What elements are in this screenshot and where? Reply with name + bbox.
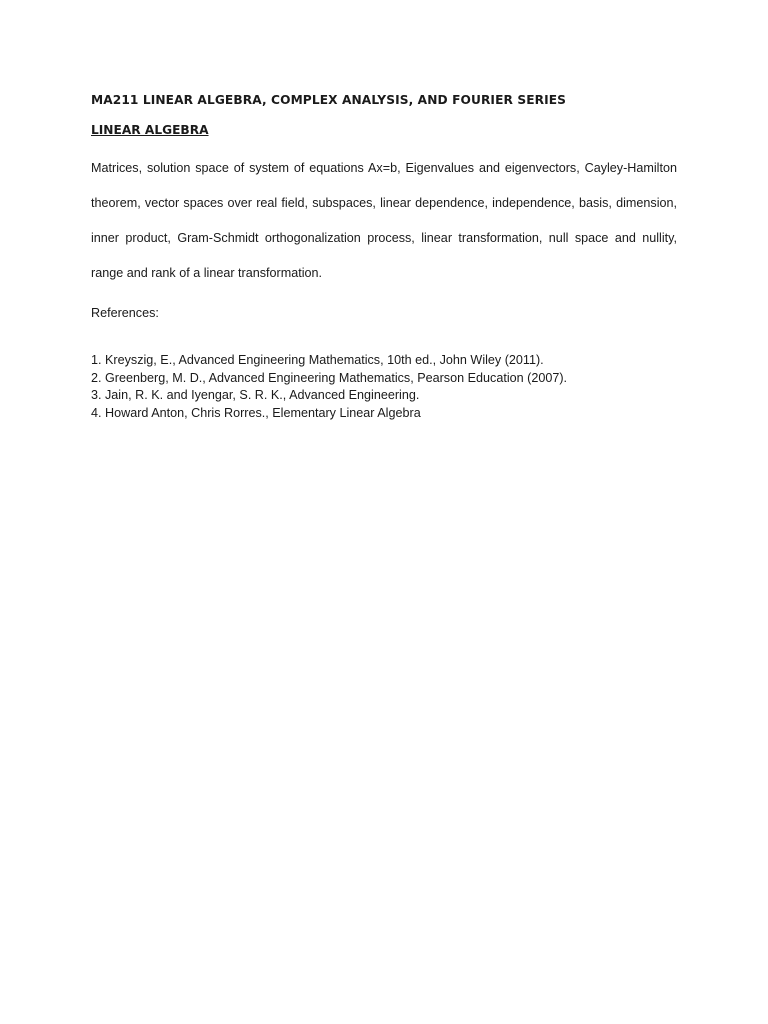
reference-item: 4. Howard Anton, Chris Rorres., Elementary Linear Algebra <box>91 406 421 421</box>
references-list <box>91 352 567 423</box>
section-heading-linear-algebra: LINEAR ALGEBRA <box>91 123 209 137</box>
reference-item: 1. Kreyszig, E., Advanced Engineering Mathematics, 10th ed., John Wiley (2011). <box>91 353 544 367</box>
reference-item: 3. Jain, R. K. and Iyengar, S. R. K., Advanced Engineering. <box>91 388 420 403</box>
reference-item: 2. Greenberg, M. D., Advanced Engineering Mathematics, Pearson Education (2007). <box>91 370 568 385</box>
course-title: MA211 LINEAR ALGEBRA, COMPLEX ANALYSIS, AND FOURIER SERIES <box>91 93 567 107</box>
references-label: References: <box>91 306 159 320</box>
syllabus-paragraph: Matrices, solution space of system of equations Ax=b, Eigenvalues and eigenvectors, Cayley-Hamilton theorem, vector spaces over real field, subspaces, linear dependence, independence, basis, dimension, inner product, Gram-Schmidt orthogonalization process, linear transformation, null space and nullity, range and rank of a linear transformation. <box>91 161 677 280</box>
